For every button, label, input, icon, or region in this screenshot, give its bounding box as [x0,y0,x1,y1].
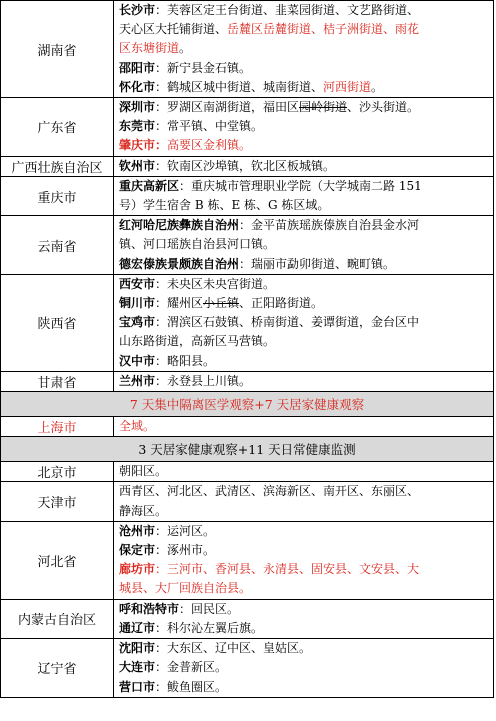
detail-cell [114,1,494,98]
area-text: ：永登县上川镇。 [155,373,252,388]
area-text: 镇、河口瑶族自治县河口镇。 [119,237,276,252]
detail-cell [114,156,494,176]
detail-line [119,541,490,560]
area-text: 高要区金利镇。 [167,138,252,153]
city-label: 铜川市 [119,296,156,311]
table-row [1,176,494,215]
table-row [1,274,494,371]
area-text: 区东塘街道 [119,41,180,56]
area-text: ：涿州市。 [155,543,216,558]
detail-line [119,255,490,274]
area-text: ：钦南区沙埠镇，钦北区板城镇。 [155,158,336,173]
area-text: ：科尔沁左翼后旗。 [155,620,264,635]
detail-cell: 全域。 [114,417,494,437]
area-text: 静海区。 [119,503,168,518]
region-table-part-2 [1,462,494,697]
city-label: 廊坊市 [119,562,156,577]
detail-line [119,658,490,677]
detail-line [119,313,490,332]
detail-line [119,522,490,541]
detail-line [119,639,490,658]
detail-line [119,462,490,481]
province-cell: 广东省 [1,98,114,157]
city-label: 东莞市 [119,119,156,134]
detail-line [119,39,490,58]
area-text: 号）学生宿舍 B 栋、E 栋、G 栋区域。 [119,198,330,213]
area-text: 。 [371,79,384,94]
detail-line [119,502,490,521]
city-label: 沈阳市 [119,641,156,656]
section-band-7day: 7 天集中隔离医学观察+7 天居家健康观察 [1,392,494,417]
area-text: 、正阳路街道。 [239,296,324,311]
section-band-3day: 3 天居家健康观察+11 天日常健康监测 [1,437,494,462]
detail-line [119,98,490,117]
area-text: ：金普新区。 [155,660,228,675]
table-row [1,639,494,698]
area-text: ：芙蓉区定王台街道、韭菜园街道、文艺路街道、 [155,3,420,17]
city-label: 红河哈尼族彝族自治州 [119,218,240,233]
area-text: 山东路街道，高新区马营镇。 [119,334,276,349]
province-cell: 河北省 [1,521,114,599]
table-row [1,371,494,391]
city-label: 德宏傣族景颇族自治州 [119,256,240,271]
area-text: 朝阳区。 [119,464,168,479]
area-text: 。 [179,41,192,56]
area-text: ：金平苗族瑶族傣族自治县金水河 [239,218,420,233]
area-text: ：耀州区 [155,296,204,311]
section-band-row [1,392,494,417]
table-row [1,599,494,638]
area-text: ：渭滨区石鼓镇、桥南街道、姜谭街道，金台区中 [155,315,420,330]
province-cell: 内蒙古自治区 [1,599,114,638]
region-table-part-1 [1,1,494,392]
area-text: ：瑞丽市勐卯街道、畹町镇。 [239,256,396,271]
area-text: ：大东区、辽中区、皇姑区。 [155,641,312,656]
detail-line [119,352,490,371]
area-text: ：回民区。 [179,601,240,616]
province-cell: 陕西省 [1,274,114,371]
area-text: 园岭街道 [299,100,348,115]
detail-line [119,59,490,78]
detail-line [119,619,490,638]
city-label: 保定市 [119,543,156,558]
city-label: 深圳市 [119,100,156,115]
city-label: 怀化市 [119,79,156,94]
detail-line [119,196,490,215]
detail-line [119,117,490,136]
detail-cell [114,639,494,698]
area-text: ：常平镇、中堂镇。 [155,119,264,134]
detail-line [119,678,490,697]
area-text: ：罗湖区南湖街道，福田区 [155,100,300,115]
area-text: 天心区大托铺街道、 [119,22,228,37]
detail-line [119,372,490,391]
detail-line [119,136,490,155]
detail-line [119,560,490,579]
area-text: ：三河市、香河县、永清县、固安县、文安县、大 [155,562,420,577]
city-label: 肇庆市： [119,138,168,153]
city-label: 营口市 [119,679,156,694]
city-label: 重庆高新区 [119,178,180,193]
province-cell: 北京市 [1,462,114,482]
area-text: ：鲅鱼圈区。 [155,679,228,694]
table-row [1,521,494,599]
table-row [1,216,494,275]
area-text: 小丘镇 [203,296,240,311]
detail-cell [114,98,494,157]
detail-line [119,177,490,196]
area-text: ：略阳县。 [155,353,216,368]
detail-cell [114,521,494,599]
detail-cell [114,462,494,482]
city-label: 沧州市 [119,523,156,538]
area-text: ：新宁县金石镇。 [155,60,252,75]
detail-cell [114,216,494,275]
table-row [1,156,494,176]
province-cell: 上海市 [1,417,114,437]
detail-cell [114,371,494,391]
province-cell: 甘肃省 [1,371,114,391]
detail-line [119,78,490,97]
detail-line [119,157,490,176]
detail-line [119,216,490,235]
area-text: ：未央区未央宫街道。 [155,276,276,291]
table-row [1,1,494,98]
area-text: 岳麓区岳麓街道、桔子洲街道、雨花 [227,22,420,37]
detail-cell [114,274,494,371]
city-label: 西安市 [119,276,156,291]
table-row [1,98,494,157]
province-cell: 广西壮族自治区 [1,156,114,176]
city-label: 长沙市 [119,3,156,17]
detail-line [119,294,490,313]
detail-line [119,235,490,254]
city-label: 钦州市 [119,158,156,173]
detail-line [119,1,490,20]
city-label: 大连市 [119,660,156,675]
table-row [1,482,494,521]
area-text: 西青区、河北区、武清区、滨海新区、南开区、东丽区、 [119,484,420,499]
city-label: 呼和浩特市 [119,601,180,616]
province-cell: 辽宁省 [1,639,114,698]
detail-cell [114,176,494,215]
detail-line [119,275,490,294]
city-label: 汉中市 [119,353,156,368]
province-cell: 天津市 [1,482,114,521]
city-label: 兰州市 [119,373,156,388]
band-1 [1,392,494,462]
province-cell: 湖南省 [1,1,114,98]
area-text: ：鹤城区城中街道、城南街道、 [155,79,324,94]
province-cell: 云南省 [1,216,114,275]
area-text: ：重庆城市管理职业学院（大学城南二路 151 [179,178,422,193]
area-text: ：运河区。 [155,523,216,538]
detail-line [119,20,490,39]
city-label: 邵阳市 [119,60,156,75]
table-row [1,417,494,437]
table-row [1,462,494,482]
city-label: 通辽市 [119,620,156,635]
area-text: 城县、大厂回族自治县。 [119,581,252,596]
detail-cell [114,482,494,521]
detail-line [119,600,490,619]
city-label: 宝鸡市 [119,315,156,330]
section-band-row [1,437,494,462]
detail-line [119,579,490,598]
detail-cell [114,599,494,638]
province-cell: 重庆市 [1,176,114,215]
area-text: 、沙头街道。 [347,100,420,115]
detail-line [119,482,490,501]
detail-line [119,332,490,351]
area-text: 河西街道 [323,79,372,94]
